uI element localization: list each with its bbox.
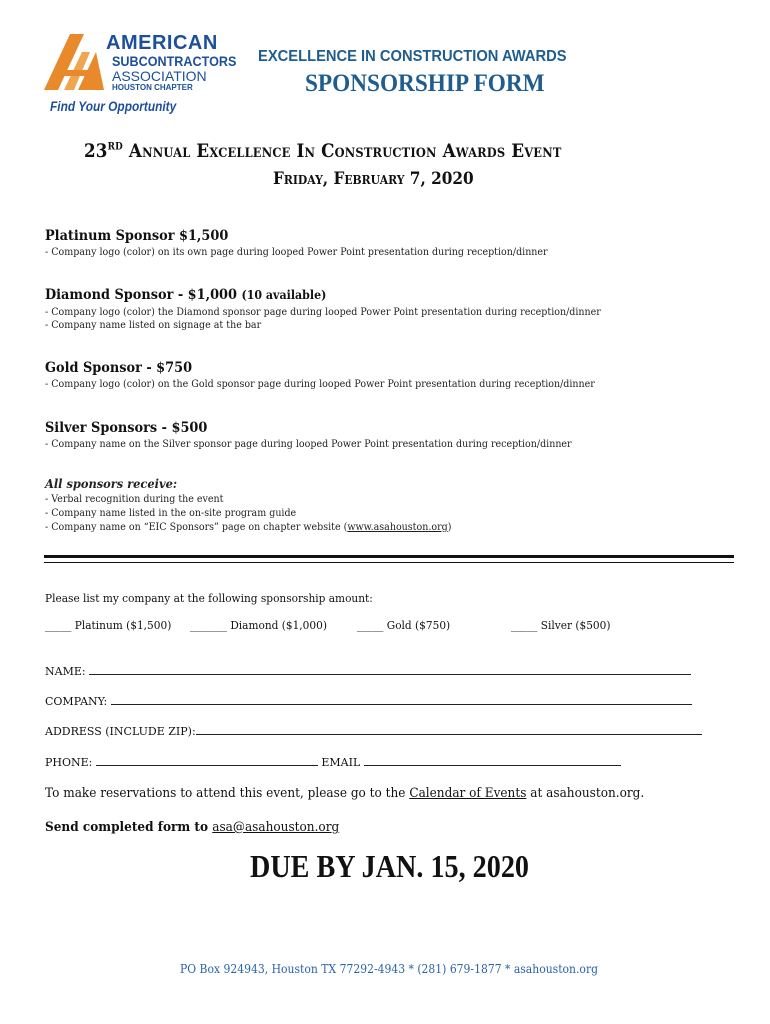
tier-title-text: Diamond Sponsor - $1,000 [45,287,237,303]
tier-note: (10 available) [241,288,327,302]
header-subtitle: EXCELLENCE IN CONSTRUCTION AWARDS [258,48,567,65]
tier-title-text: Platinum Sponsor $1,500 [45,228,229,244]
website-link[interactable]: www.asahouston.org [347,522,448,533]
option-gold[interactable]: _____ Gold ($750) [357,619,451,632]
all-sponsors-heading: All sponsors receive: [45,477,178,491]
event-name: Annual Excellence In Construction Awards Event [128,140,562,162]
logo-line-subcontractors: SUBCONTRACTORS [112,53,237,69]
all-sponsors-item: - Company name listed in the on-site program guide [45,508,297,519]
email-input-line[interactable] [364,755,621,766]
event-title [84,140,562,162]
tier-gold-title [45,360,192,376]
divider-thin [44,562,734,563]
email-label: EMAIL [321,756,361,769]
option-silver[interactable]: _____ Silver ($500) [511,619,611,632]
address-input-line[interactable] [196,724,702,735]
form-prompt: Please list my company at the following sponsorship amount: [45,592,373,605]
event-date: Friday, February 7, 2020 [273,169,474,189]
option-diamond[interactable]: _______ Diamond ($1,000) [190,619,327,632]
phone-input-line[interactable] [96,755,318,766]
footer-contact: PO Box 924943, Houston TX 77292-4943 * (281) 679-1877 * asahouston.org [180,962,599,976]
tier-diamond-benefit: - Company name listed on signage at the bar [45,320,262,331]
tier-gold-benefit: - Company logo (color) on the Gold sponsor page during looped Power Point presentation during reception/dinner [45,379,595,390]
logo-line-association: ASSOCIATION [112,68,207,84]
header-title: SPONSORSHIP FORM [305,70,545,97]
company-label: COMPANY: [45,695,108,708]
website-suffix: ) [447,522,452,533]
tier-title-text: Gold Sponsor - $750 [45,360,193,376]
send-label: Send completed form to [45,820,213,835]
all-sponsors-item-website [45,521,451,534]
tier-silver-benefit: - Company name on the Silver sponsor page during looped Power Point presentation during reception/dinner [45,439,572,450]
address-field [45,724,702,738]
company-field [45,694,692,708]
address-label: ADDRESS (INCLUDE ZIP): [45,725,196,738]
asa-logo [40,30,237,118]
tier-diamond-benefit: - Company logo (color) the Diamond sponsor page during looped Power Point presentation during reception/dinner [45,307,601,318]
reservation-prefix: To make reservations to attend this event, please go to the [45,786,410,801]
all-sponsors-item: - Verbal recognition during the event [45,494,224,505]
logo-line-chapter: HOUSTON CHAPTER [112,83,193,92]
logo-line-american: AMERICAN [106,32,218,54]
phone-field [45,755,621,769]
asa-logo-mark-icon [44,32,112,92]
reservation-text [45,786,644,801]
name-label: NAME: [45,665,86,678]
calendar-link[interactable]: Calendar of Events [409,786,527,801]
event-ordinal: RD [107,141,123,153]
tier-silver-title [45,420,207,436]
tier-platinum-title [45,228,228,244]
send-email-link[interactable]: asa@asahouston.org [212,820,340,835]
tier-title-text: Silver Sponsors - $500 [45,420,208,436]
website-prefix: - Company name on “EIC Sponsors” page on chapter website ( [45,522,348,533]
tier-platinum-benefit: - Company logo (color) on its own page during looped Power Point presentation during reception/dinner [45,247,548,258]
reservation-suffix: at asahouston.org. [526,786,645,801]
logo-tagline: Find Your Opportunity [50,98,177,114]
event-number: 23 [84,140,108,162]
phone-label: PHONE: [45,756,93,769]
divider-thick [44,555,734,558]
company-input-line[interactable] [111,694,692,705]
send-form-text [45,820,339,835]
due-date: DUE BY JAN. 15, 2020 [250,848,530,884]
name-input-line[interactable] [89,664,691,675]
name-field [45,664,691,678]
tier-diamond-title [45,287,326,303]
option-platinum[interactable]: _____ Platinum ($1,500) [45,619,172,632]
